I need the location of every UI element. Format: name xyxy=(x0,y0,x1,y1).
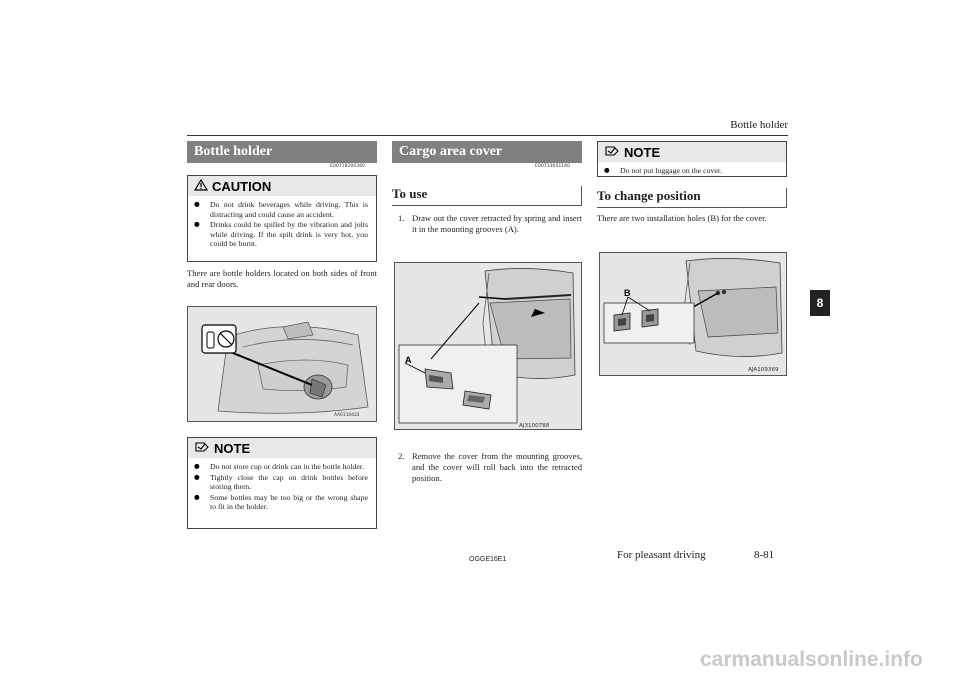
body-text: There are bottle holders located on both sides of front and rear doors. xyxy=(187,268,377,290)
note-header xyxy=(188,438,376,458)
note-label: NOTE xyxy=(624,144,661,160)
note-header xyxy=(598,142,786,162)
page-number: 8-81 xyxy=(754,549,775,561)
change-position-figure xyxy=(599,252,787,376)
callout-b: B xyxy=(624,288,631,298)
bottle-holder-figure xyxy=(187,306,377,422)
note-list xyxy=(188,458,376,517)
subheading-rule xyxy=(786,188,787,207)
chapter-title: For pleasant driving xyxy=(617,549,706,561)
bullet-icon: ● xyxy=(604,166,610,174)
note-list xyxy=(598,162,786,181)
subheading-rule xyxy=(581,186,582,205)
cargo-cover-figure xyxy=(394,262,582,430)
caution-item: ● Drinks could be spilled by the vibration and jolts while driving. If the spilt drink is very hot, you could be burnt. xyxy=(194,220,368,249)
running-header: Bottle holder xyxy=(730,119,788,131)
note-box xyxy=(597,141,787,177)
callout-a: A xyxy=(405,355,412,365)
subheading-to-change-position: To change position xyxy=(597,188,787,208)
step-number: 2. xyxy=(398,451,405,461)
figure-label: AJA109369 xyxy=(748,367,779,373)
note-item: ● Tightly close the cap on drink bottles before storing them. xyxy=(194,472,368,492)
note-box xyxy=(187,437,377,529)
caution-label: CAUTION xyxy=(212,178,272,194)
section-title-bottle-holder: Bottle holder xyxy=(187,141,377,163)
bullet-icon: ● xyxy=(194,200,200,208)
note-item: ● Do not store cup or drink can in the bottle holder. xyxy=(194,462,364,471)
step-1 xyxy=(398,213,582,235)
note-item: ● Do not put luggage on the cover. xyxy=(604,166,722,175)
bullet-icon: ● xyxy=(194,462,200,470)
chapter-tab: 8 xyxy=(810,290,830,316)
cargo-holes-illustration xyxy=(600,253,786,375)
bullet-icon: ● xyxy=(194,492,200,501)
watermark: carmanualsonline.info xyxy=(700,648,923,671)
figure-label: AA0110422 xyxy=(334,413,360,418)
note-icon xyxy=(604,145,620,160)
caution-box xyxy=(187,175,377,262)
section-code: E00733601160 xyxy=(535,164,571,169)
bullet-icon: ● xyxy=(194,472,200,481)
door-illustration xyxy=(188,307,376,421)
bullet-icon: ● xyxy=(194,220,200,229)
caution-item: ● Do not drink beverages while driving. This is distracting and could cause an accident. xyxy=(194,200,368,219)
figure-label: AJ3100788 xyxy=(519,423,550,429)
warning-triangle-icon xyxy=(194,179,208,194)
step-text: Remove the cover from the mounting grooves, and the cover will roll back into the retracted position. xyxy=(412,451,582,484)
note-item: ● Some bottles may be too big or the wrong shape to fit in the holder. xyxy=(194,492,368,512)
step-text: Draw out the cover retracted by spring and insert it in the mounting grooves (A). xyxy=(412,213,582,235)
header-rule xyxy=(187,135,788,136)
step-number: 1. xyxy=(398,213,405,223)
note-icon xyxy=(194,441,210,456)
caution-list xyxy=(188,196,376,254)
body-text: There are two installation holes (B) for the cover. xyxy=(597,213,767,223)
section-code: E00718200360 xyxy=(330,164,366,169)
section-title-cargo-area-cover: Cargo area cover xyxy=(392,141,582,163)
document-code: OGGE16E1 xyxy=(469,556,507,563)
caution-header xyxy=(188,176,376,196)
subheading-to-use: To use xyxy=(392,186,582,206)
note-label: NOTE xyxy=(214,440,251,456)
cargo-illustration xyxy=(395,263,581,429)
step-2 xyxy=(398,451,582,485)
